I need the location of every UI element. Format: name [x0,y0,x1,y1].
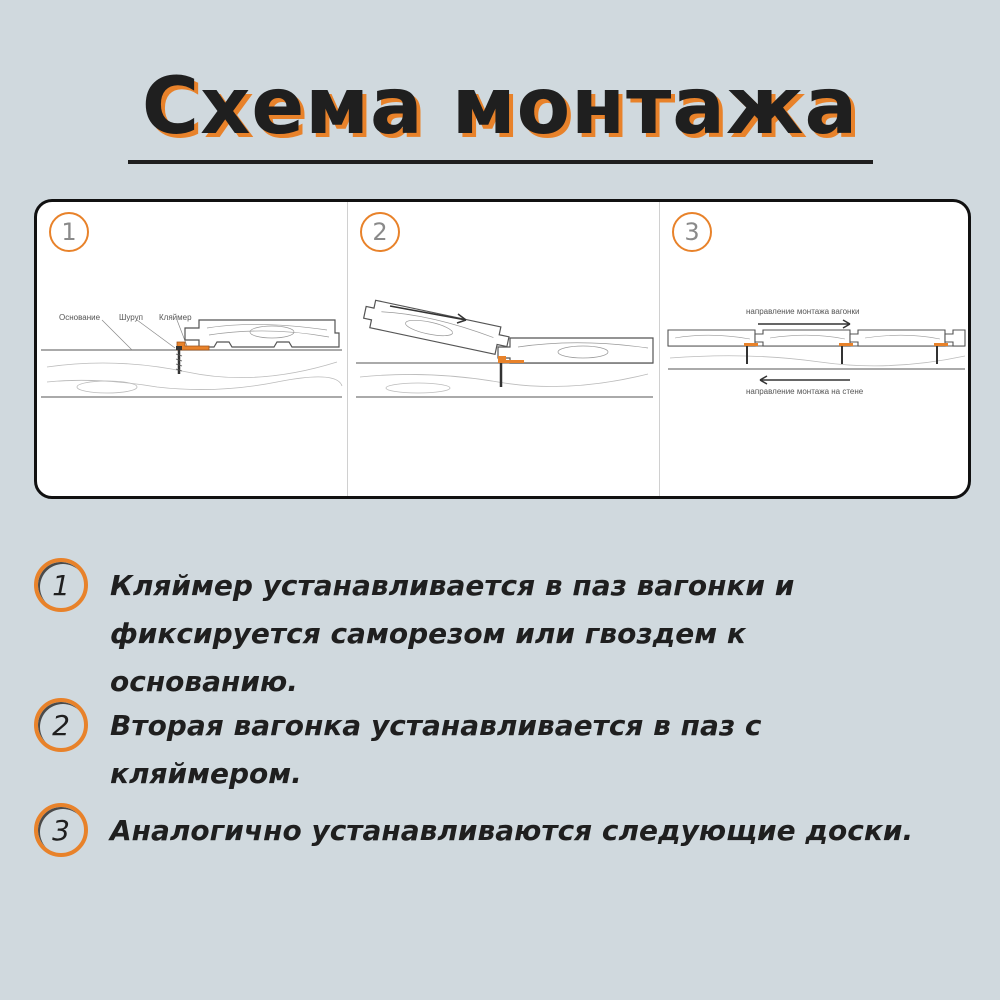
panel-number: 2 [360,212,400,252]
step-text: Аналогично устанавливаются следующие доски. [110,814,914,847]
label-clip: Кляймер [159,313,192,322]
step-number-badge: 3 [34,803,88,857]
step-number-badge: 2 [34,698,88,752]
panel-number: 3 [672,212,712,252]
label-screw: Шуруп [119,313,143,322]
step-text: Кляймер устанавливается в паз вагонки и фиксируется саморезом или гвоздем к основанию. [110,569,795,698]
label-base: Основание [59,313,101,322]
caption-wall-direction: направление монтажа на стене [746,387,864,396]
panel-number: 1 [49,212,89,252]
step-text: Вторая вагонка устанавливается в паз с кляймером. [110,709,762,790]
page-title: Схема монтажа [141,62,859,152]
caption-board-direction: направление монтажа вагонки [746,307,860,316]
step-number-badge: 1 [34,558,88,612]
